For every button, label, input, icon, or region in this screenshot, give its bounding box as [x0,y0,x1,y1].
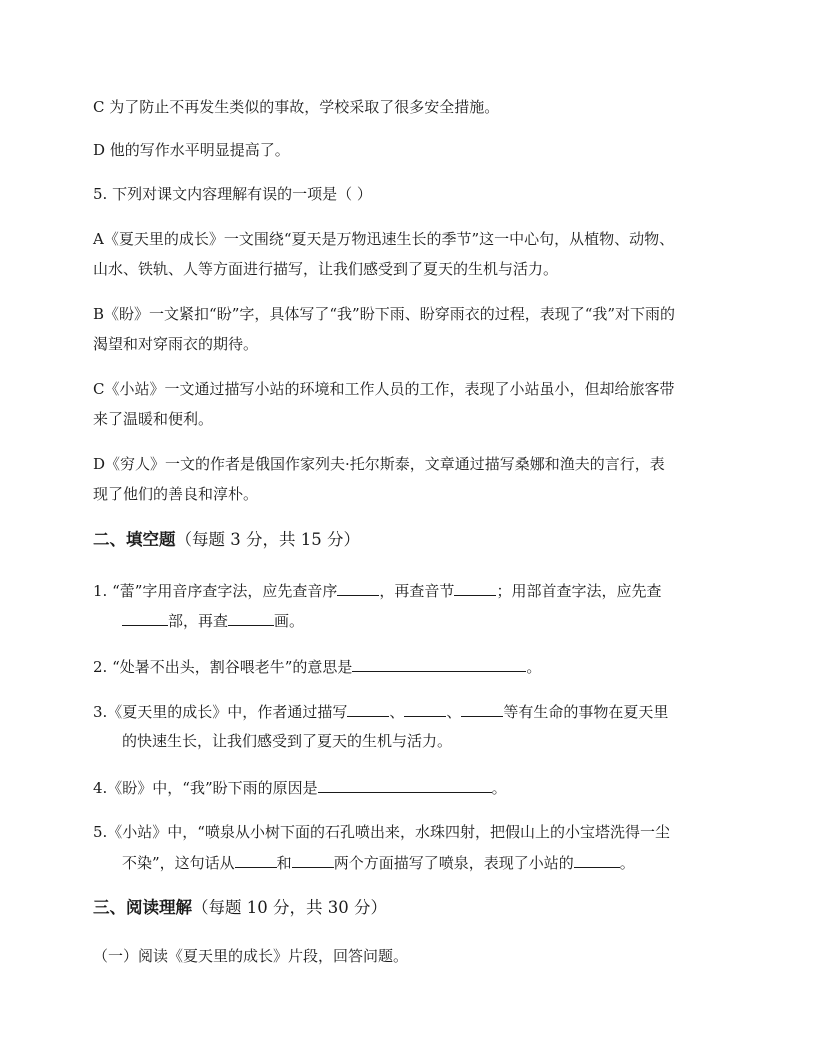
fill-q5-text-c: 和 [276,854,292,872]
q5-option-a-line2: 山水、铁轨、人等方面进行描写，让我们感受到了夏天的生机与活力。 [93,260,559,278]
section2-title: 二、填空题 [93,530,176,549]
reading-passage-1-intro: （一）阅读《夏天里的成长》片段，回答问题。 [93,947,409,965]
section3-heading [93,897,387,919]
answer-blank[interactable] [235,852,277,868]
section3-note: （每题 10 分，共 30 分） [192,898,387,917]
fill-q3-text-a: 3.《夏天里的成长》中，作者通过描写 [93,703,348,721]
section2-note: （每题 3 分，共 15 分） [175,530,360,549]
fill-q4-text-b: 。 [491,779,507,797]
fill-q1-line1 [93,580,733,601]
q4-option-d: D 他的写作水平明显提高了。 [93,141,290,159]
fill-q1-text-e: 画。 [274,612,305,630]
answer-blank[interactable] [347,701,389,717]
q4-option-c: C 为了防止不再发生类似的事故，学校采取了很多安全措施。 [93,98,500,116]
fill-q2-text-b: 。 [526,658,542,676]
answer-blank[interactable] [404,701,446,717]
fill-q5-text-b: 不染”，这句话从 [122,854,235,872]
fill-q3-separator: 、 [389,703,405,721]
answer-blank[interactable] [454,580,496,596]
fill-q2 [93,656,733,677]
answer-blank[interactable] [318,777,492,793]
answer-blank[interactable] [337,580,379,596]
q5-stem: 5. 下列对课文内容理解有误的一项是（ ） [93,185,372,203]
answer-blank[interactable] [574,852,620,868]
answer-blank[interactable] [461,701,503,717]
fill-q4-text-a: 4.《盼》中，“我”盼下雨的原因是 [93,779,318,797]
q5-option-c-line1: C《小站》一文通过描写小站的环境和工作人员的工作，表现了小站虽小，但却给旅客带 [93,380,675,398]
q5-option-d-line2: 现了他们的善良和淳朴。 [93,485,259,503]
fill-q5-text-e: 。 [619,854,635,872]
fill-q3-line1 [93,701,733,722]
q5-option-a-line1: A《夏天里的成长》一文围绕“夏天是万物迅速生长的季节”这一中心句，从植物、动物、 [93,230,675,248]
q5-option-c-line2: 来了温暖和便利。 [93,410,214,428]
fill-q1-text-d: 部，再查 [168,612,229,630]
fill-q3-text-b: 等有生命的事物在夏天里 [503,703,669,721]
fill-q3-line2: 的快速生长，让我们感受到了夏天的生机与活力。 [122,732,453,750]
answer-blank[interactable] [122,610,168,626]
q5-option-d-line1: D《穷人》一文的作者是俄国作家列夫·托尔斯泰，文章通过描写桑娜和渔夫的言行，表 [93,455,665,473]
section3-title: 三、阅读理解 [93,898,192,917]
answer-blank[interactable] [292,852,334,868]
section2-heading [93,529,360,551]
fill-q1-text-c: ；用部首查字法，应先查 [496,582,662,600]
fill-q1-text-a: 1. “蕾”字用音序查字法，应先查音序 [93,582,338,600]
fill-q3-separator: 、 [446,703,462,721]
fill-q5-text-d: 两个方面描写了喷泉，表现了小站的 [333,854,574,872]
answer-blank[interactable] [228,610,274,626]
q5-option-b-line2: 渴望和对穿雨衣的期待。 [93,335,259,353]
fill-q1-line2 [122,610,762,631]
answer-blank[interactable] [352,656,526,672]
fill-q4 [93,777,733,798]
fill-q5-line2 [122,852,762,873]
fill-q2-text-a: 2. “处暑不出头，割谷喂老牛”的意思是 [93,658,353,676]
fill-q5-line1: 5.《小站》中，“喷泉从小树下面的石孔喷出来，水珠四射，把假山上的小宝塔洗得一尘 [93,823,670,841]
fill-q1-text-b: ，再查音节 [379,582,455,600]
q5-option-b-line1: B《盼》一文紧扣“盼”字，具体写了“我”盼下雨、盼穿雨衣的过程，表现了“我”对下雨的 [93,305,676,323]
